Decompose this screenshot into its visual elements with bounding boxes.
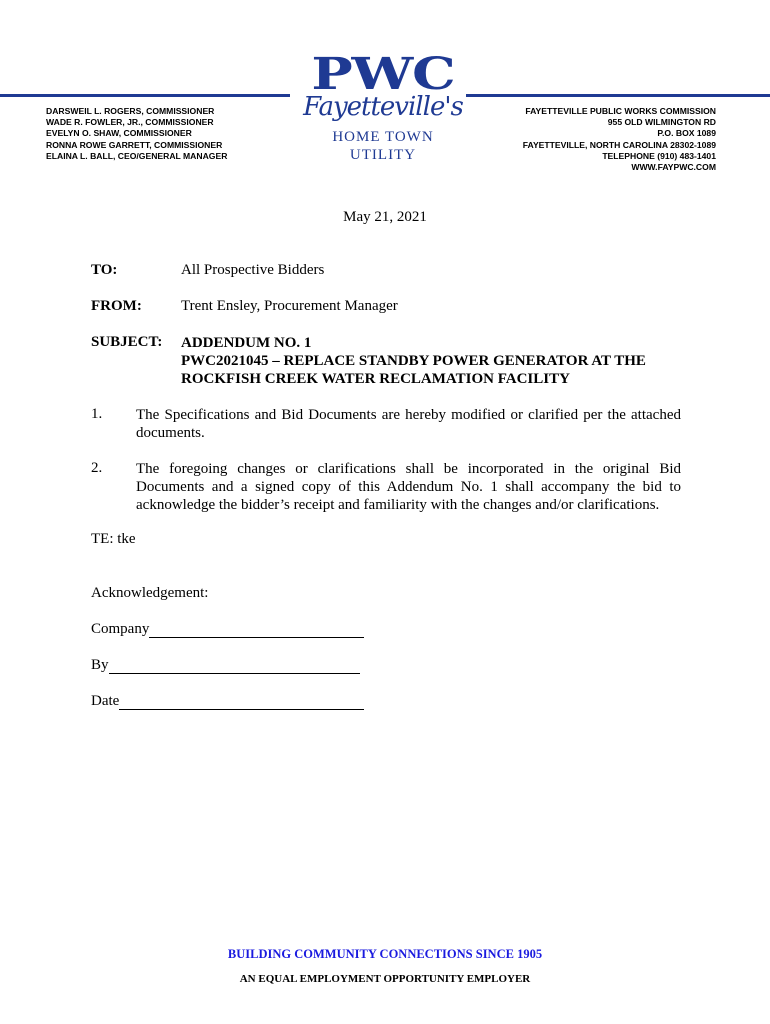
commissioner-line: DARSWEIL L. ROGERS, COMMISSIONER [46, 106, 215, 116]
footer-slogan: BUILDING COMMUNITY CONNECTIONS SINCE 1905 [227, 947, 543, 961]
address-line: TELEPHONE (910) 483-1401 [602, 150, 716, 161]
to-value: All Prospective Bidders [181, 262, 325, 278]
item-text: The Specifications and Bid Documents are hereby modified or clarified per the attached documents. [136, 407, 681, 441]
address-line: FAYETTEVILLE PUBLIC WORKS COMMISSION [525, 106, 716, 116]
date-signature-row [91, 693, 364, 710]
by-signature-line[interactable] [109, 659, 360, 674]
item-text: The foregoing changes or clarifications shall be incorporated in the original Bid Documents and a signed copy of this Addendum No. 1 shall accompany the bid to acknowledge the bidder’s receipt and familiarity with the changes and/or clarifications. [136, 461, 681, 513]
by-signature-row [91, 657, 360, 674]
memo-date: May 21, 2021 [343, 209, 427, 225]
subject-line: ADDENDUM NO. 1 [181, 335, 312, 351]
pwc-logo [300, 49, 466, 163]
logo-script: Fayetteville's [303, 92, 463, 122]
address-block [523, 106, 716, 173]
subject-label: SUBJECT: [91, 334, 163, 350]
logo-tagline: HOME TOWN UTILITY [332, 129, 434, 163]
to-label: TO: [91, 262, 118, 278]
letterhead-rule-left [0, 94, 290, 97]
subject-line: PWC2021045 – REPLACE STANDBY POWER GENERATOR AT THE [181, 353, 646, 369]
company-label: Company [91, 621, 150, 637]
commissioner-list [46, 106, 227, 162]
letterhead-rule-right [466, 94, 770, 97]
date-label: Date [91, 693, 120, 709]
from-value: Trent Ensley, Procurement Manager [181, 298, 398, 314]
company-signature-row [91, 621, 364, 638]
commissioner-line: ELAINA L. BALL, CEO/GENERAL MANAGER [46, 150, 228, 161]
commissioner-line: WADE R. FOWLER, JR., COMMISSIONER [46, 117, 214, 128]
company-signature-line[interactable] [149, 623, 364, 638]
item-number: 2. [91, 460, 103, 476]
address-line: 955 OLD WILMINGTON RD [607, 117, 716, 128]
subject-block [181, 334, 646, 388]
item-number: 1. [91, 406, 103, 422]
date-signature-line[interactable] [119, 695, 364, 710]
by-label: By [91, 657, 109, 673]
commissioner-line: EVELYN O. SHAW, COMMISSIONER [46, 128, 192, 139]
typist-initials: TE: tke [91, 531, 136, 547]
commissioner-line: RONNA ROWE GARRETT, COMMISSIONER [46, 139, 223, 150]
subject-line: ROCKFISH CREEK WATER RECLAMATION FACILITY [181, 371, 570, 387]
address-line: FAYETTEVILLE, NORTH CAROLINA 28302-1089 [522, 139, 716, 150]
acknowledgement-title: Acknowledgement: [91, 585, 209, 601]
address-line: WWW.FAYPWC.COM [631, 162, 716, 173]
from-label: FROM: [91, 298, 142, 314]
footer-eeo: AN EQUAL EMPLOYMENT OPPORTUNITY EMPLOYER [239, 973, 531, 985]
logo-mark: PWC [311, 49, 455, 100]
address-line: P.O. BOX 1089 [657, 128, 716, 139]
